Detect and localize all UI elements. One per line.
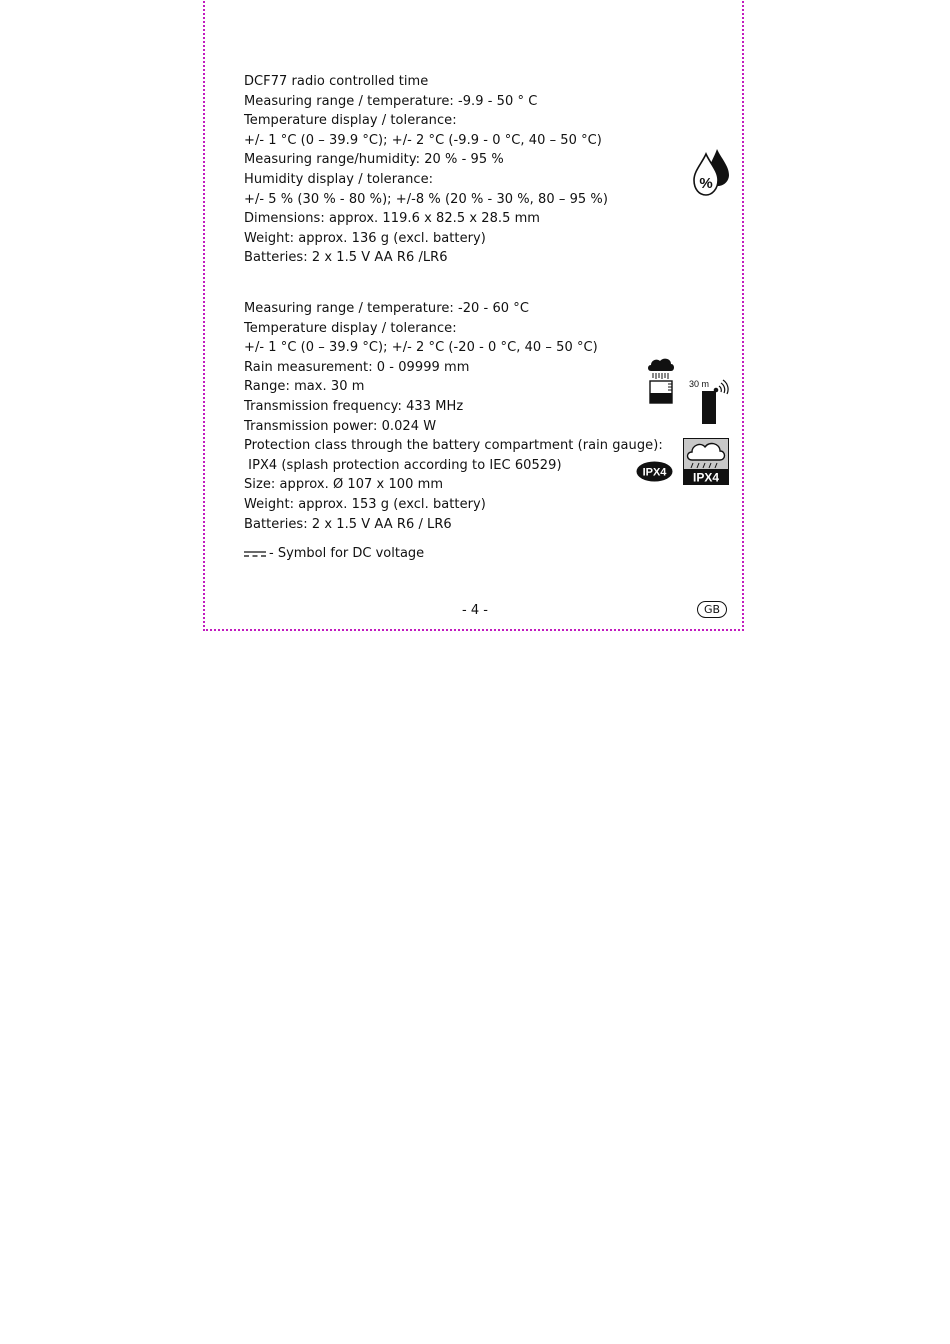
spec-line: Humidity display / tolerance: xyxy=(244,171,434,187)
country-badge: GB xyxy=(697,601,727,618)
spec-line: IPX4 (splash protection according to IEC 60529) xyxy=(244,457,562,473)
spec-line: Transmission power: 0.024 W xyxy=(244,418,437,434)
ipx4-box-label: IPX4 xyxy=(692,470,720,485)
spec-line: +/- 1 °C (0 – 39.9 °C); +/- 2 °C (-9.9 - 0 °C, 40 – 50 °C) xyxy=(244,132,602,148)
dc-voltage-legend xyxy=(244,544,424,563)
spec-line: Protection class through the battery compartment (rain gauge): xyxy=(244,438,663,454)
display-unit-specs xyxy=(244,72,608,268)
range-icon-label: 30 m xyxy=(689,379,710,389)
spec-line: Batteries: 2 x 1.5 V AA R6 / LR6 xyxy=(244,516,452,532)
humidity-percent-drop-icon xyxy=(690,148,732,198)
spec-line: Weight: approx. 136 g (excl. battery) xyxy=(244,230,486,246)
rain-gauge-specs xyxy=(244,299,663,534)
spec-line: Weight: approx. 153 g (excl. battery) xyxy=(244,496,486,512)
spec-line: Measuring range/humidity: 20 % - 95 % xyxy=(244,152,504,168)
spec-line: Dimensions: approx. 119.6 x 82.5 x 28.5 mm xyxy=(244,211,541,227)
transmission-range-icon xyxy=(688,376,730,426)
spec-line: Range: max. 30 m xyxy=(244,379,365,395)
spec-line: Size: approx. Ø 107 x 100 mm xyxy=(244,477,444,493)
page-number: - 4 - xyxy=(462,603,488,618)
spec-line: Temperature display / tolerance: xyxy=(244,113,457,129)
spec-line: Rain measurement: 0 - 09999 mm xyxy=(244,359,470,375)
dc-voltage-text: - Symbol for DC voltage xyxy=(269,546,425,561)
spec-line: DCF77 radio controlled time xyxy=(244,74,429,89)
rain-gauge-icon xyxy=(646,357,676,405)
spec-line: Measuring range / temperature: -20 - 60 °C xyxy=(244,301,529,316)
spec-line: Temperature display / tolerance: xyxy=(244,320,457,336)
spec-line: Measuring range / temperature: -9.9 - 50 ° C xyxy=(244,93,538,109)
humidity-icon-label: % xyxy=(699,175,713,192)
spec-line: Batteries: 2 x 1.5 V AA R6 /LR6 xyxy=(244,250,448,266)
ipx4-oval-label: IPX4 xyxy=(642,466,667,479)
ipx4-oval-icon xyxy=(636,461,673,482)
dc-voltage-icon xyxy=(244,549,266,558)
spec-line: +/- 5 % (30 % - 80 %); +/-8 % (20 % - 30 %, 80 – 95 %) xyxy=(244,191,608,207)
spec-line: +/- 1 °C (0 – 39.9 °C); +/- 2 °C (-20 - 0 °C, 40 – 50 °C) xyxy=(244,340,598,356)
spec-line: Transmission frequency: 433 MHz xyxy=(244,398,464,414)
ipx4-splash-icon xyxy=(683,438,729,485)
